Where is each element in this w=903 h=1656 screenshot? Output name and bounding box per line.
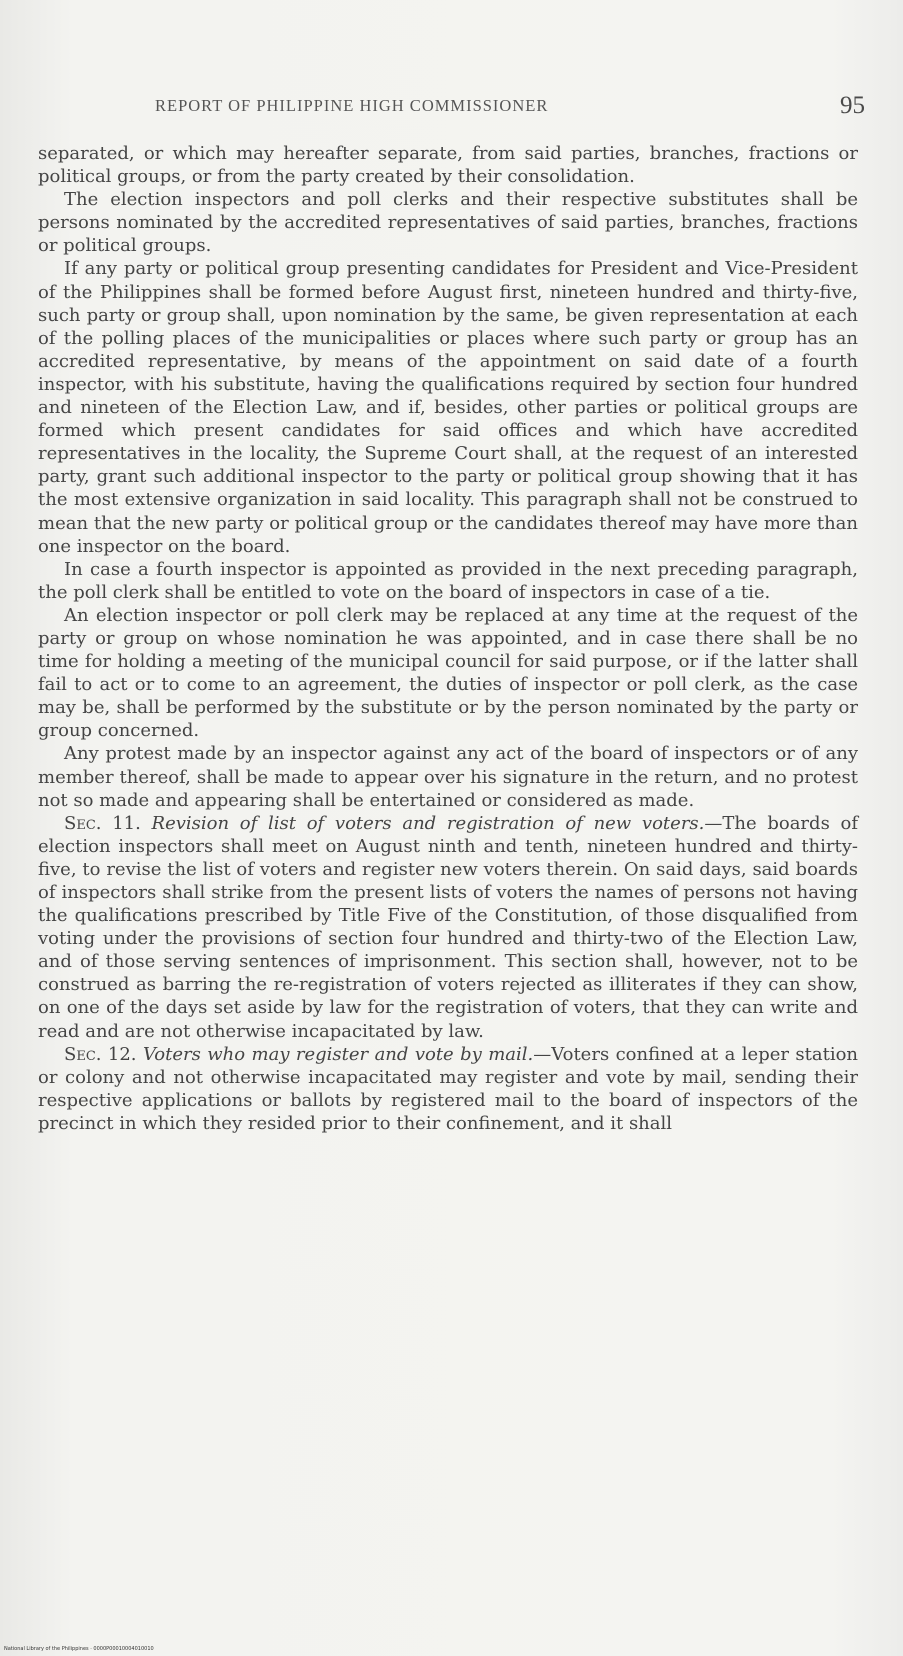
paragraph-continuation: separated, or which may hereafter separate, from said parties, branches, fractions or political groups, or from the party created by their consolidation.	[38, 143, 858, 188]
paragraph-fourth-inspector: If any party or political group presenting candidates for President and Vice-President of the Philippines shall be formed before August first, nineteen hundred and thirty-five, such party or group shall, upon nomination by the same, be given representation at each of the polling places of the municipalities or places where such party or group has an accredited representative, by means of the appointment on said date of a fourth inspector, with his substitute, having the qualifications required by section four hundred and nineteen of the Election Law, and if, besides, other parties or political groups are formed which present candidates for said offices and which have accredited representatives in the locality, the Supreme Court shall, at the request of an interested party, grant such additional inspector to the party or political group showing that it has the most extensive organization in said locality. This paragraph shall not be construed to mean that the new party or political group or the candidates thereof may have more than one inspector on the board.	[38, 258, 858, 557]
section-11	[38, 812, 858, 1043]
paragraph-tie-vote: In case a fourth inspector is appointed as provided in the next preceding paragraph, the poll clerk shall be entitled to vote on the board of inspectors in case of a tie.	[38, 558, 858, 603]
section-12	[38, 1043, 858, 1135]
paragraph-replacement: An election inspector or poll clerk may be replaced at any time at the request of the party or group on whose nomination he was appointed, and in case there shall be no time for holding a meeting of the municipal council for said purpose, or if the latter shall fail to act or to come to an agreement, the duties of inspector or poll clerk, as the case may be, shall be performed by the substitute or by the person nominated by the party or group concerned.	[38, 604, 858, 742]
scan-footer: National Library of the Philippines · 0000P00010004010010	[4, 1646, 154, 1652]
section-11-title: Revision of list of voters and registration of new voters.	[151, 812, 705, 834]
paragraph-protest: Any protest made by an inspector against any act of the board of inspectors or of any member thereof, shall be made to appear over his signature in the return, and no protest not so made and appearing shall be entertained or considered as made.	[38, 743, 858, 811]
section-12-label: Sec. 12.	[64, 1043, 137, 1065]
section-11-label: Sec. 11.	[64, 812, 141, 834]
running-head: REPORT OF PHILIPPINE HIGH COMMISSIONER	[155, 96, 549, 115]
page-header	[155, 92, 865, 132]
section-12-title: Voters who may register and vote by mail.	[142, 1043, 534, 1065]
section-12-text: —Voters confined at a leper station or colony and not otherwise incapacitated may register and vote by mail, sending their respective applications or ballots by registered mail to the board of inspectors of the precinct in which they resided prior to their confinement, and it shall	[38, 1043, 859, 1134]
section-11-text: —The boards of election inspectors shall meet on August ninth and tenth, nineteen hundred and thirty-five, to revise the list of voters and register new voters therein. On said days, said boards of inspectors shall strike from the present lists of voters the names of persons not having the qualifications prescribed by Title Five of the Constitution, of those disqualified from voting under the provisions of section four hundred and thirty-two of the Election Law, and of those serving sentences of imprisonment. This section shall, however, not to be construed as barring the re-registration of voters rejected as illiterates if they can show, on one of the days set aside by law for the registration of voters, that they can write and read and are not otherwise incapacitated by law.	[38, 812, 859, 1042]
body-text	[38, 142, 858, 1135]
page-number: 95	[840, 92, 865, 119]
paragraph-inspectors-nomination: The election inspectors and poll clerks and their respective substitutes shall be persons nominated by the accredited representatives of said parties, branches, fractions or political groups.	[38, 189, 858, 257]
